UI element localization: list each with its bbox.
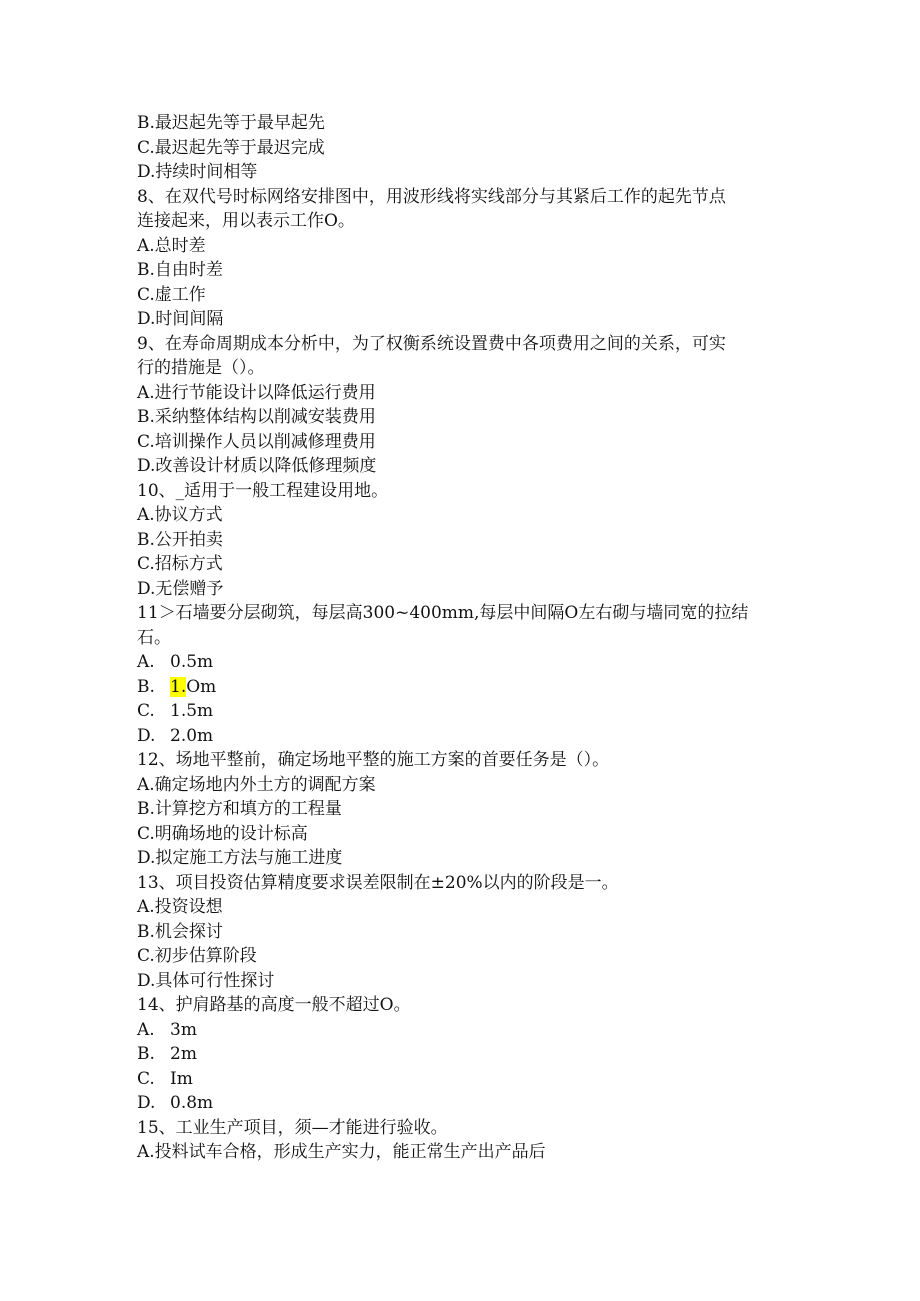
option-line bbox=[137, 1018, 787, 1043]
text-line: C.虚工作 bbox=[137, 284, 206, 305]
question-14: 14、护肩路基的高度一般不超过O。 bbox=[137, 995, 411, 1015]
option-line bbox=[137, 699, 787, 724]
question-12: 12、场地平整前，确定场地平整的施工方案的首要任务是（）。 bbox=[137, 750, 610, 770]
option-line bbox=[137, 724, 787, 749]
option-label: B. bbox=[137, 676, 155, 697]
option-value: 2.0m bbox=[170, 725, 214, 746]
text-line: D.具体可行性探讨 bbox=[137, 970, 275, 991]
text-line: C.明确场地的设计标高 bbox=[137, 823, 308, 844]
text-line: D.改善设计材质以降低修理频度 bbox=[137, 456, 377, 476]
question-11-line-1: 11＞石墙要分层砌筑，每层高300~400mm,每层中间隔O左右砌与墙同宽的拉结 bbox=[137, 603, 749, 623]
option-label: C. bbox=[137, 1068, 155, 1089]
option-value: Im bbox=[170, 1068, 193, 1089]
text-line: B.公开拍卖 bbox=[137, 529, 223, 550]
text-line: A.总时差 bbox=[137, 235, 206, 256]
text-line: D.时间间隔 bbox=[137, 309, 224, 329]
text-line: A.投料试车合格，形成生产实力，能正常生产出产品后 bbox=[137, 1142, 546, 1162]
question-11-line-2: 石。 bbox=[137, 627, 171, 648]
option-line bbox=[137, 1067, 787, 1092]
text-line: B.计算挖方和填方的工程量 bbox=[137, 799, 342, 819]
option-label: A. bbox=[137, 652, 155, 672]
option-line bbox=[137, 1091, 787, 1116]
option-line bbox=[137, 650, 787, 675]
text-line: C.初步估算阶段 bbox=[137, 946, 257, 966]
text-line: A.进行节能设计以降低运行费用 bbox=[137, 382, 376, 403]
option-label: D. bbox=[137, 1093, 156, 1113]
text-line: B.自由时差 bbox=[137, 260, 223, 280]
text-line: C.招标方式 bbox=[137, 554, 223, 574]
question-9-line-1: 9、在寿命周期成本分析中，为了权衡系统设置费中各项费用之间的关系，可实 bbox=[137, 333, 726, 354]
document-page bbox=[137, 111, 787, 1165]
option-line bbox=[137, 1042, 787, 1067]
text-line: B.最迟起先等于最早起先 bbox=[137, 113, 325, 133]
question-9-line-2: 行的措施是（）。 bbox=[137, 358, 265, 378]
option-value: 0.5m bbox=[170, 652, 214, 672]
option-label: B. bbox=[137, 1044, 155, 1064]
option-value: Om bbox=[186, 676, 217, 697]
highlighted-text: 1. bbox=[170, 676, 187, 697]
text-line: C.最迟起先等于最迟完成 bbox=[137, 137, 325, 158]
option-line bbox=[137, 675, 787, 700]
text-line: A.投资设想 bbox=[137, 897, 223, 917]
text-line: A.协议方式 bbox=[137, 505, 223, 525]
option-value: 2m bbox=[170, 1044, 197, 1064]
text-line: D.持续时间相等 bbox=[137, 162, 258, 182]
text-line: C.培训操作人员以削减修理费用 bbox=[137, 431, 376, 452]
option-label: D. bbox=[137, 725, 156, 746]
text-line: A.确定场地内外土方的调配方案 bbox=[137, 774, 376, 795]
option-label: C. bbox=[137, 701, 155, 721]
question-10: 10、_适用于一般工程建设用地。 bbox=[137, 480, 389, 501]
text-line: D.无偿赠予 bbox=[137, 578, 224, 599]
text-line: D.拟定施工方法与施工进度 bbox=[137, 848, 343, 868]
option-value: 0.8m bbox=[170, 1093, 214, 1113]
option-value: 1.5m bbox=[170, 701, 214, 721]
question-8-line-1: 8、在双代号时标网络安排图中，用波形线将实线部分与其紧后工作的起先节点 bbox=[137, 186, 726, 207]
question-8-line-2: 连接起来，用以表示工作O。 bbox=[137, 211, 355, 231]
option-value: 3m bbox=[170, 1019, 197, 1040]
text-line: B.采纳整体结构以削减安装费用 bbox=[137, 407, 376, 427]
option-label: A. bbox=[137, 1019, 155, 1040]
text-line: B.机会探讨 bbox=[137, 921, 223, 942]
question-13: 13、项目投资估算精度要求误差限制在±20%以内的阶段是一。 bbox=[137, 872, 619, 893]
question-15: 15、工业生产项目，须—才能进行验收。 bbox=[137, 1117, 448, 1138]
